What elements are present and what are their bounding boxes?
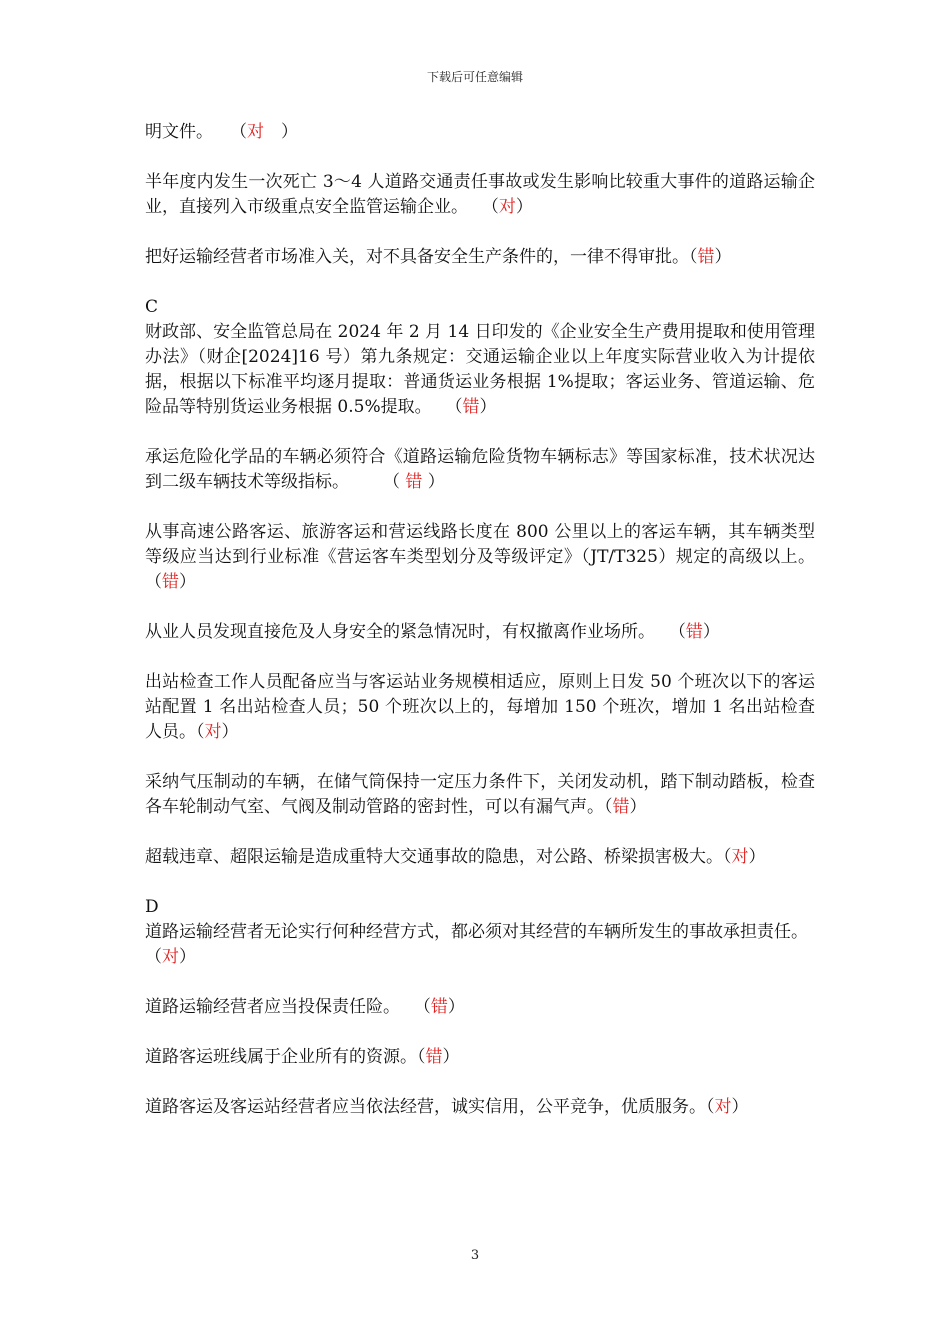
answer-mark: 对 (731, 847, 749, 867)
answer-open-paren: （ (196, 722, 205, 742)
question-text: 道路客运班线属于企业所有的资源。 (145, 1047, 417, 1067)
page-header (0, 68, 950, 85)
answer-open-paren: （ (445, 397, 463, 417)
question-item (145, 670, 815, 745)
question-item (145, 170, 815, 220)
answer-open-paren: （ (706, 1097, 715, 1117)
answer-mark: 错 (697, 247, 715, 267)
question-text: 把好运输经营者市场准入关，对不具备安全生产条件的，一律不得审批。 (145, 247, 689, 267)
page-number: 3 (470, 1248, 480, 1263)
question-text: 从业人员发现直接危及人身安全的紧急情况时，有权撤离作业场所。 (145, 622, 647, 642)
answer-close-paren: ） (264, 122, 298, 142)
answer-open-paren: （ (481, 197, 499, 217)
question-text: 道路客运及客运站经营者应当依法经营，诚实信用，公平竞争，优质服务。 (145, 1097, 706, 1117)
answer-open-paren: （ (723, 847, 732, 867)
answer-close-paren: ） (221, 722, 239, 742)
section-heading: C (145, 297, 159, 317)
answer-mark: 对 (204, 722, 222, 742)
question-item (145, 620, 815, 645)
answer-close-paren: ） (179, 572, 196, 592)
answer-open-paren: （ (413, 997, 431, 1017)
question-text: 超载违章、超限运输是造成重特大交通事故的隐患，对公路、桥梁损害极大。 (145, 847, 723, 867)
question-item (145, 1045, 815, 1070)
question-item (145, 445, 815, 495)
answer-mark: 错 (405, 472, 423, 492)
document-body (145, 120, 815, 1145)
answer-open-paren: （ (145, 572, 162, 592)
question-item (145, 845, 815, 870)
answer-open-paren: （ (391, 472, 406, 492)
answer-close-paren: ） (731, 1097, 749, 1117)
answer-mark: 对 (714, 1097, 732, 1117)
section-heading: D (145, 897, 159, 917)
question-item (145, 1095, 815, 1120)
question-item (145, 770, 815, 820)
answer-mark: 错 (685, 622, 703, 642)
answer-spacer (460, 197, 482, 217)
answer-mark: 错 (425, 1047, 443, 1067)
answer-spacer (423, 397, 445, 417)
answer-close-paren: ） (179, 947, 196, 967)
answer-mark: 对 (498, 197, 516, 217)
answer-spacer (392, 997, 414, 1017)
answer-close-paren: ） (629, 797, 647, 817)
question-text: 财政部、安全监管总局在 2024 年 2 月 14 日印发的《企业安全生产费用提取和使用管理办法》（财企[2024]16 号）第九条规定：交通运输企业以上年度实际营业收入为计提依据，根据以下标准平均逐月提取：普通货运业务根据 1%提取；客运业务、管道运输、危险品等特别货运业务根据 0.5%提取。 (145, 322, 815, 417)
question-text: 道路运输经营者无论实行何种经营方式，都必须对其经营的车辆所发生的事故承担责任。 (145, 922, 800, 942)
question-item (145, 520, 815, 595)
question-text: 采纳气压制动的车辆，在储气筒保持一定压力条件下，关闭发动机，踏下制动踏板，检查各车轮制动气室、气阀及制动管路的密封性，可以有漏气声。 (145, 772, 815, 817)
question-text: 出站检查工作人员配备应当与客运站业务规模相适应，原则上日发 50 个班次以下的客运站配置 1 名出站检查人员；50 个班次以上的，每增加 150 个班次，增加 1 名出站检查人员。 (145, 672, 815, 742)
answer-open-paren: （ (417, 1047, 426, 1067)
page-footer (0, 1248, 950, 1263)
question-text: 从事高速公路客运、旅游客运和营运线路长度在 800 公里以上的客运车辆，其车辆类型等级应当达到行业标准《营运客车类型划分及等级评定》（JT/T325）规定的高级以上。 (145, 522, 815, 567)
answer-mark: 错 (430, 997, 448, 1017)
answer-close-paren: ） (479, 397, 497, 417)
answer-open-paren: （ (689, 247, 698, 267)
answer-mark: 错 (612, 797, 630, 817)
answer-spacer (647, 622, 669, 642)
answer-mark: 错 (162, 572, 179, 592)
question-item (145, 320, 815, 420)
answer-close-paren: ） (714, 247, 732, 267)
answer-close-paren: ） (442, 1047, 460, 1067)
answer-open-paren: （ (238, 122, 247, 142)
answer-open-paren: （ (604, 797, 613, 817)
header-text: 下载后可任意编辑 (426, 70, 523, 84)
answer-mark: 错 (462, 397, 480, 417)
answer-spacer (800, 922, 834, 942)
question-item (145, 920, 815, 970)
question-text: 承运危险化学品的车辆必须符合《道路运输危险货物车辆标志》等国家标准，技术状况达到二级车辆技术等级指标。 (145, 447, 815, 492)
answer-open-paren: （ (145, 947, 162, 967)
question-text: 道路运输经营者应当投保责任险。 (145, 997, 392, 1017)
question-text: 明文件。 (145, 122, 205, 142)
answer-mark: 对 (162, 947, 179, 967)
answer-spacer (205, 122, 239, 142)
question-item (145, 245, 815, 270)
question-text: 半年度内发生一次死亡 3～4 人道路交通责任事故或发生影响比较重大事件的道路运输企业，直接列入市级重点安全监管运输企业。 (145, 172, 815, 217)
answer-close-paren: ） (748, 847, 766, 867)
question-item (145, 120, 815, 145)
answer-close-paren: ） (515, 197, 533, 217)
answer-close-paren: ） (702, 622, 720, 642)
question-item (145, 995, 815, 1020)
answer-close-paren: ） (447, 997, 465, 1017)
answer-close-paren: ） (422, 472, 445, 492)
answer-spacer (341, 472, 392, 492)
answer-mark: 对 (247, 122, 264, 142)
answer-open-paren: （ (668, 622, 686, 642)
